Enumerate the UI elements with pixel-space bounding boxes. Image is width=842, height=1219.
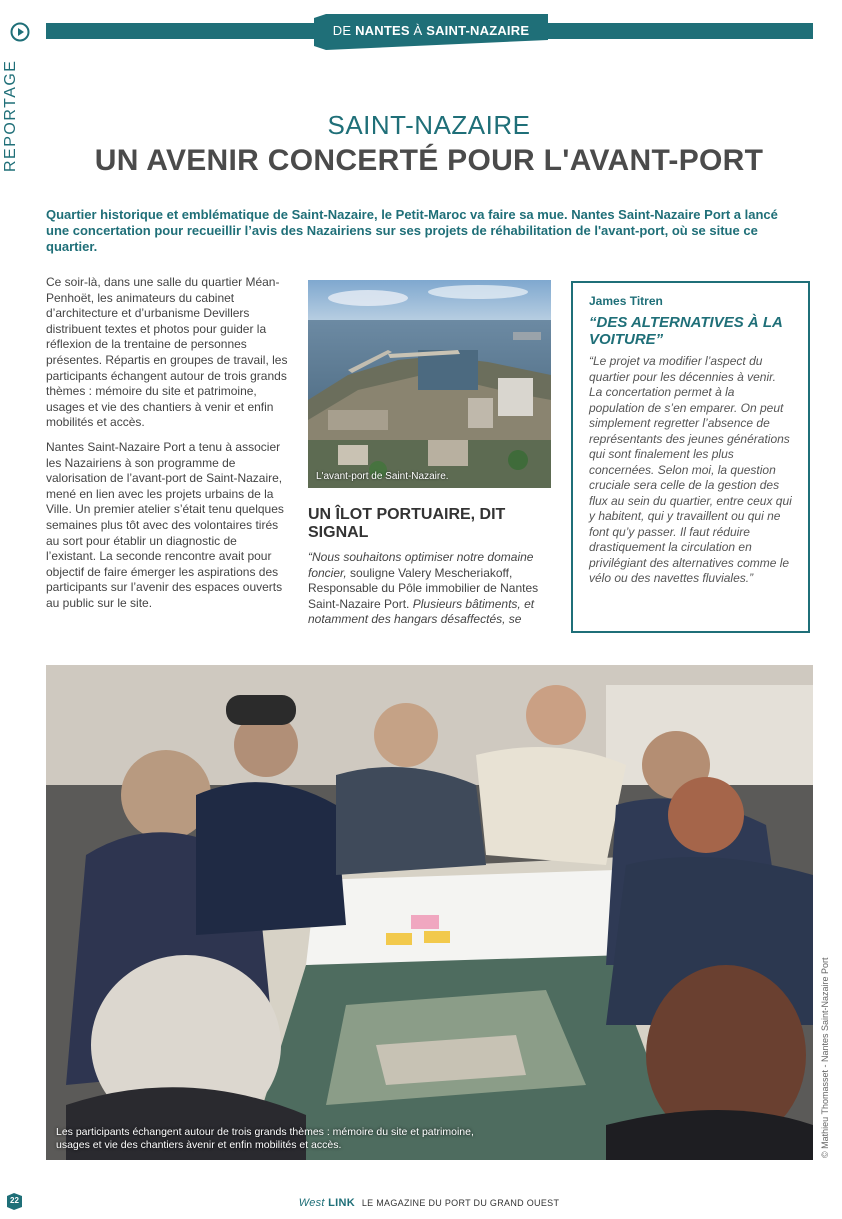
play-circle-icon xyxy=(10,22,30,42)
section-title: DE NANTES À SAINT-NAZAIRE xyxy=(332,23,530,38)
workshop-photo xyxy=(46,665,813,1160)
body-column-2 xyxy=(308,550,553,637)
aerial-port-photo xyxy=(308,280,551,488)
footer xyxy=(0,1197,842,1209)
magazine-logo: West LINK xyxy=(298,1197,356,1209)
interview-box xyxy=(571,281,810,633)
body-paragraph: Ce soir-là, dans une salle du quartier Méan-Penhoët, les animateurs du cabinet d’architecture et d’urbanisme Devillers distribuent textes et photos pour guider la réflexion de la trentaine de personnes présentes. Répartis en groupes de travail, les participants échangent autour de trois grands thèmes : mémoire du site et patrimoine, usages et vie des chantiers à venir et enfin mobilités et accès. xyxy=(46,275,288,430)
aerial-photo-caption: L'avant-port de Saint-Nazaire. xyxy=(316,471,449,482)
section-rail-label: REPORTAGE xyxy=(2,59,19,172)
page-number: 22 xyxy=(10,1196,19,1205)
article-headline: UN AVENIR CONCERTÉ POUR L'AVANT-PORT xyxy=(94,144,764,177)
workshop-photo-caption: Les participants échangent autour de trois grands thèmes : mémoire du site et patrimoine, usages et vie des chantiers àvenir et enfin mobilités et accès. xyxy=(56,1126,474,1151)
body-paragraph: “Nous souhaitons optimiser notre domaine foncier, souligne Valery Mescheriakoff, Responsable du Pôle immobilier de Nantes Saint-Nazaire Port. Plusieurs bâtiments, et notamment des hangars désaffectés, se xyxy=(308,550,539,627)
interview-quote: “Le projet va modifier l’aspect du quartier pour les décennies à venir. La concertation permet à la population de s’en emparer. On peut simplement regretter l’absence de représentants des jeunes générations qui sont finalement les plus concernées. Selon moi, la question cruciale sera celle de la gestion des flux au sein du quartier, entre ceux qui y habitent, qui y travaillent ou qui ne font qu’y passer. Il faut réduire drastiquement la circulation en privilégiant des alternatives comme le vélo ou des navettes fluviales.” xyxy=(589,354,792,585)
body-column-1 xyxy=(46,275,288,620)
section-subhead: UN ÎLOT PORTUAIRE, DIT SIGNAL xyxy=(308,506,506,541)
article-lead: Quartier historique et emblématique de Saint-Nazaire, le Petit-Maroc va faire sa mue. Nantes Saint-Nazaire Port a lancé une concertation pour recueillir l’avis des Nazairiens sur ses projets de réhabilitation de l'avant-port, où se situe ce quartier. xyxy=(46,207,778,254)
section-tab xyxy=(312,14,550,50)
photo-credit: © Mathieu Thomasset - Nantes Saint-Nazaire Port xyxy=(820,957,830,1158)
interview-title: “DES ALTERNATIVES À LA VOITURE” xyxy=(589,314,783,348)
body-paragraph: Nantes Saint-Nazaire Port a tenu à associer les Nazairiens à son programme de valorisation de l’avant-port de Saint-Nazaire, mené en lien avec les projets urbains de la Ville. Un premier atelier s’était tenu quelques semaines plus tôt avec des volontaires tirés au sort pour établir un diagnostic de l’existant. La seconde rencontre avait pour objectif de faire émerger les aspirations des participants sur l’avenir des espaces ouverts au public sur le site. xyxy=(46,439,284,610)
interviewee-name: James Titren xyxy=(589,294,663,308)
article-kicker: SAINT-NAZAIRE xyxy=(327,110,531,140)
magazine-tagline: LE MAGAZINE DU PORT DU GRAND OUEST xyxy=(361,1198,560,1208)
